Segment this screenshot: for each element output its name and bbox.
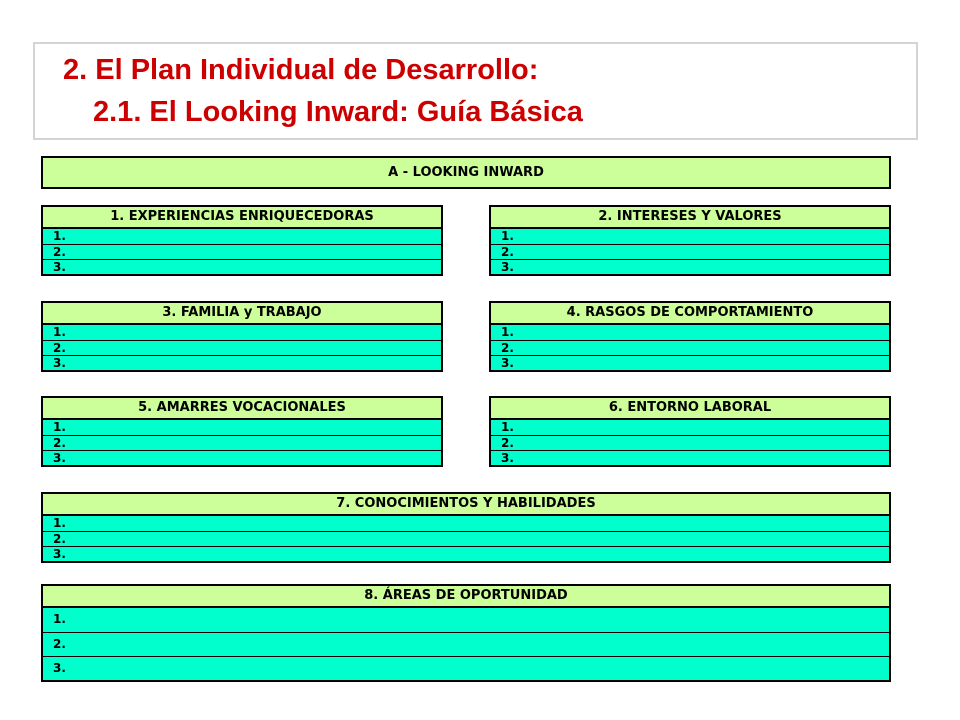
section-rows <box>41 420 443 467</box>
list-item[interactable]: 1. <box>491 325 889 340</box>
list-item[interactable]: 2. <box>491 340 889 355</box>
list-item[interactable]: 2. <box>43 340 441 355</box>
main-header: A - LOOKING INWARD <box>41 156 891 189</box>
list-item[interactable]: 3. <box>43 355 441 370</box>
list-item[interactable]: 3. <box>491 355 889 370</box>
list-item[interactable]: 1. <box>491 420 889 435</box>
section-rows <box>489 325 891 372</box>
section-header: 8. ÁREAS DE OPORTUNIDAD <box>41 584 891 608</box>
section-rows <box>489 229 891 276</box>
section-rows <box>41 229 443 276</box>
list-item[interactable]: 3. <box>491 450 889 465</box>
list-item[interactable]: 2. <box>491 244 889 259</box>
list-item[interactable]: 1. <box>43 325 441 340</box>
section-header: 4. RASGOS DE COMPORTAMIENTO <box>489 301 891 325</box>
section-rows <box>489 420 891 467</box>
section-header: 6. ENTORNO LABORAL <box>489 396 891 420</box>
section-familia <box>41 301 443 372</box>
section-header: 7. CONOCIMIENTOS Y HABILIDADES <box>41 492 891 516</box>
page-subtitle: 2.1. El Looking Inward: Guía Básica <box>93 96 583 128</box>
page-title: 2. El Plan Individual de Desarrollo: <box>63 54 539 86</box>
section-areas-oportunidad <box>41 584 891 682</box>
section-entorno <box>489 396 891 467</box>
list-item[interactable]: 1. <box>43 229 441 244</box>
section-header: 3. FAMILIA y TRABAJO <box>41 301 443 325</box>
title-box <box>33 42 918 140</box>
section-header: 5. AMARRES VOCACIONALES <box>41 396 443 420</box>
main-header-block <box>41 156 891 189</box>
section-conocimientos <box>41 492 891 563</box>
section-amarres <box>41 396 443 467</box>
list-item[interactable]: 2. <box>43 435 441 450</box>
list-item[interactable]: 1. <box>491 229 889 244</box>
list-item[interactable]: 1. <box>43 608 889 632</box>
section-rows <box>41 516 891 563</box>
section-header: 1. EXPERIENCIAS ENRIQUECEDORAS <box>41 205 443 229</box>
list-item[interactable]: 3. <box>43 259 441 274</box>
list-item[interactable]: 2. <box>43 531 889 546</box>
section-rows <box>41 608 891 682</box>
list-item[interactable]: 2. <box>43 244 441 259</box>
section-intereses <box>489 205 891 276</box>
list-item[interactable]: 1. <box>43 420 441 435</box>
list-item[interactable]: 3. <box>43 450 441 465</box>
section-header: 2. INTERESES Y VALORES <box>489 205 891 229</box>
section-rows <box>41 325 443 372</box>
list-item[interactable]: 2. <box>491 435 889 450</box>
list-item[interactable]: 1. <box>43 516 889 531</box>
list-item[interactable]: 3. <box>43 546 889 561</box>
list-item[interactable]: 3. <box>43 656 889 680</box>
section-experiencias <box>41 205 443 276</box>
list-item[interactable]: 3. <box>491 259 889 274</box>
list-item[interactable]: 2. <box>43 632 889 656</box>
section-rasgos <box>489 301 891 372</box>
